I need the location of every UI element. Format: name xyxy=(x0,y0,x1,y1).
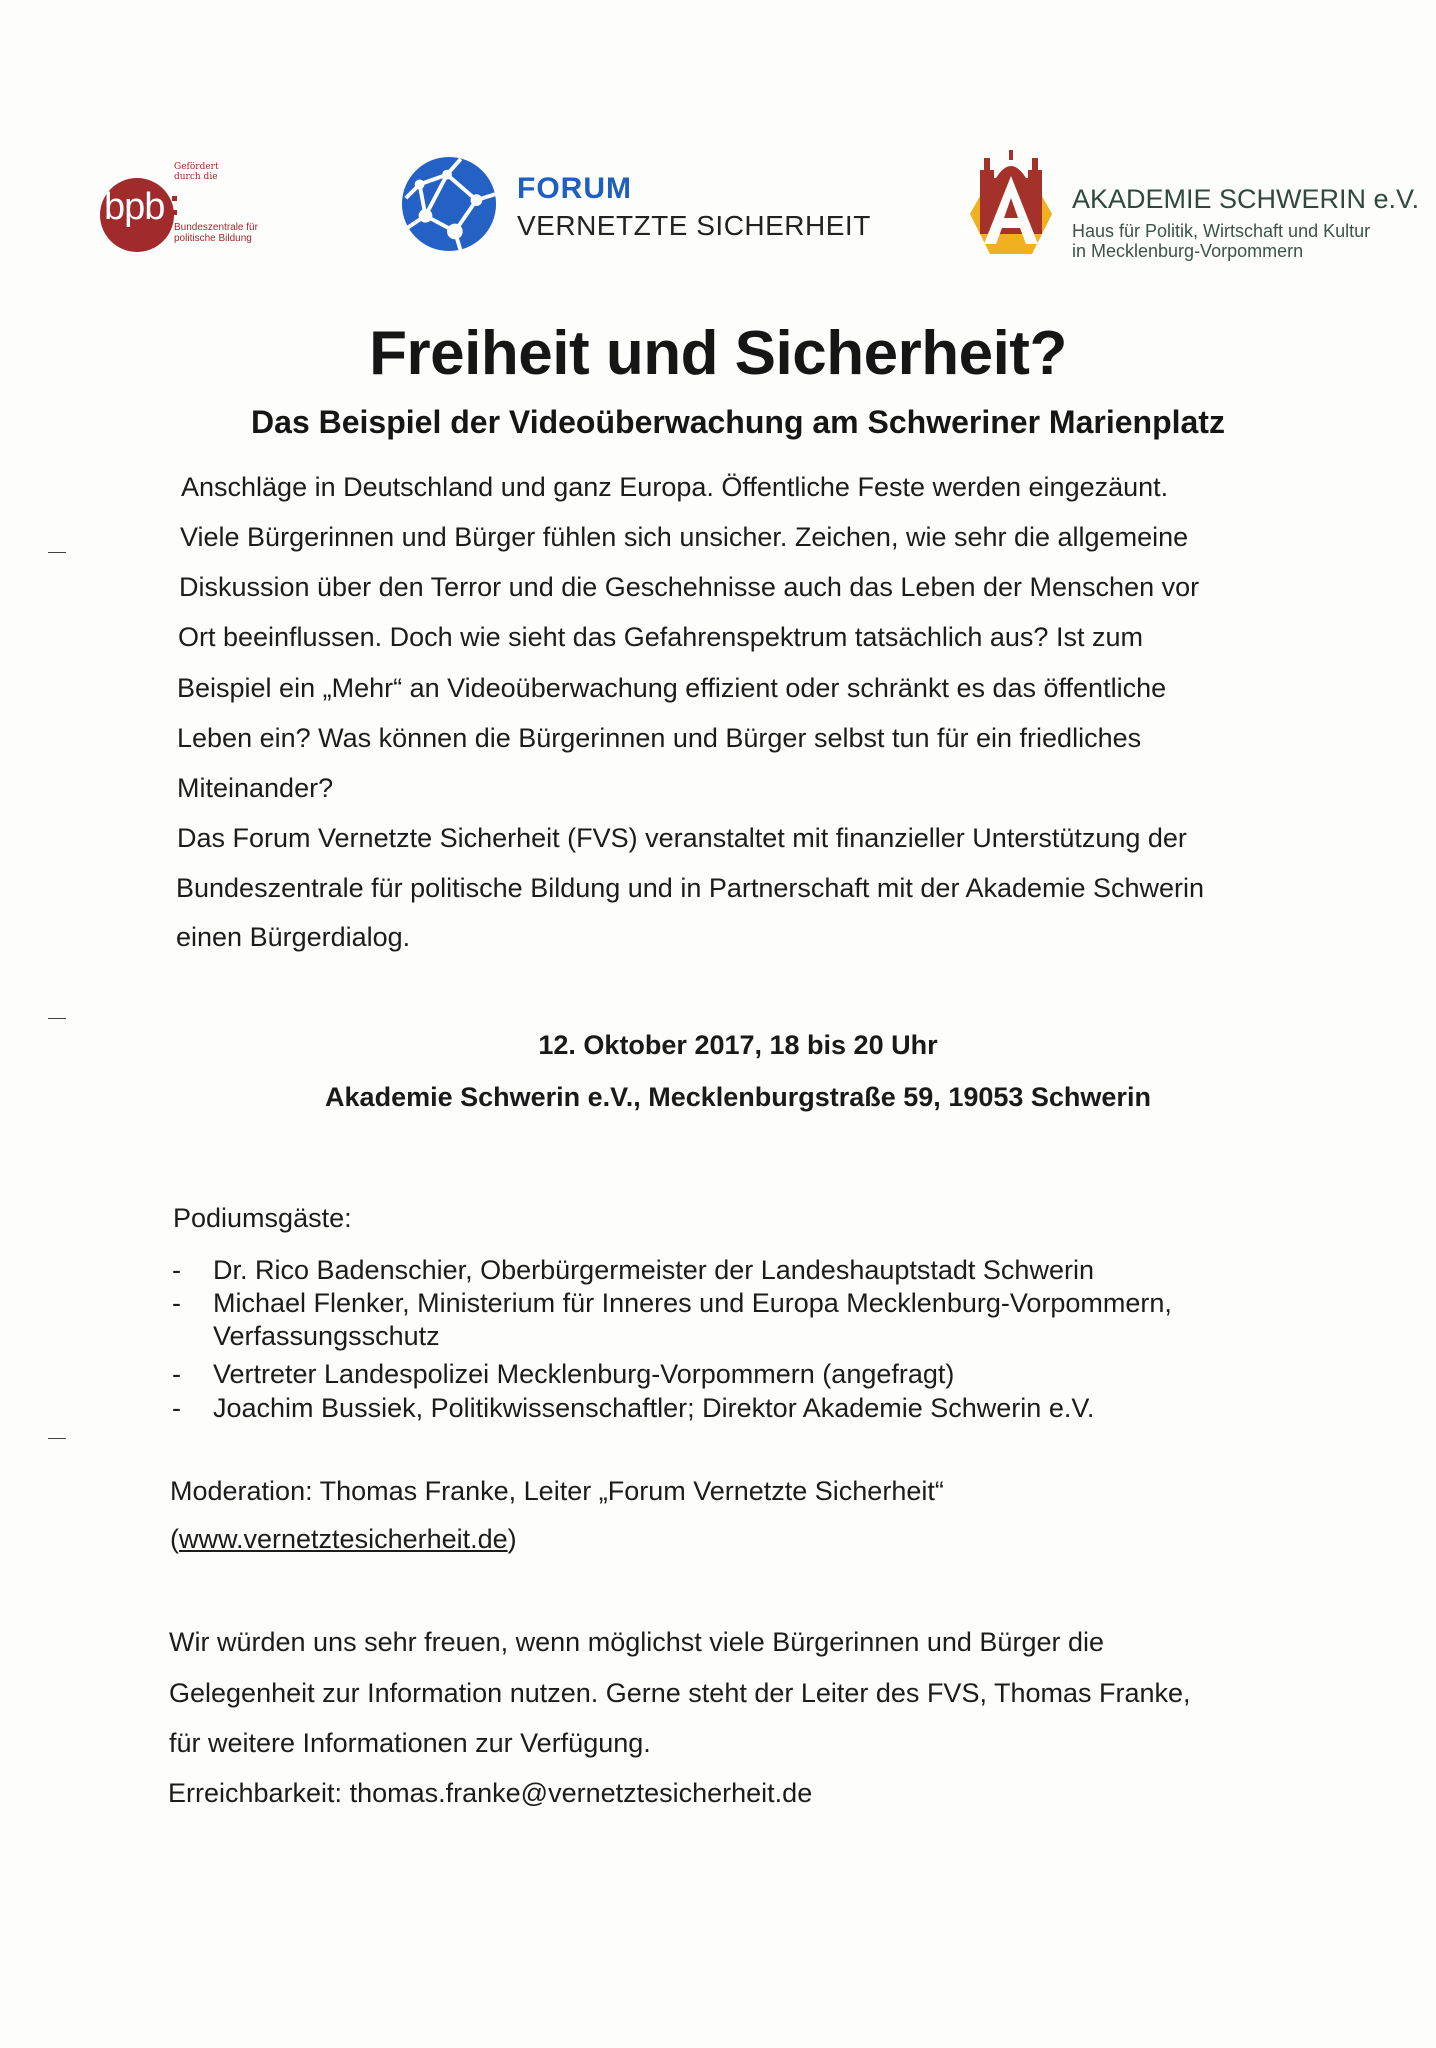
closing-line: für weitere Informationen zur Verfügung. xyxy=(169,1728,651,1758)
intro-line: einen Bürgerdialog. xyxy=(176,922,411,952)
guests-label: Podiumsgäste: xyxy=(173,1203,352,1233)
akademie-subtitle-line-2: in Mecklenburg-Vorpommern xyxy=(1072,241,1304,261)
intro-line: Viele Bürgerinnen und Bürger fühlen sich unsicher. Zeichen, wie sehr die allgemeine xyxy=(180,522,1189,552)
website-link[interactable]: www.vernetztesicherheit.de xyxy=(179,1524,508,1554)
bullet-dash-icon: - xyxy=(172,1288,181,1318)
bullet-dash-icon: - xyxy=(172,1359,181,1389)
margin-fold-mark xyxy=(48,552,66,553)
network-globe-icon xyxy=(400,155,498,253)
margin-fold-mark xyxy=(48,1438,66,1439)
guest-item-continued: Verfassungsschutz xyxy=(213,1321,440,1351)
intro-line: Anschläge in Deutschland und ganz Europa. Öffentliche Feste werden eingezäunt. xyxy=(181,472,1169,502)
guest-item: Dr. Rico Badenschier, Oberbürgermeister der Landeshauptstadt Schwerin xyxy=(213,1255,1094,1285)
paren-close: ) xyxy=(507,1524,517,1554)
intro-line: Ort beeinflussen. Doch wie sieht das Gefahrenspektrum tatsächlich aus? Ist zum xyxy=(178,622,1143,652)
guest-item: Joachim Bussiek, Politikwissenschaftler; Direktor Akademie Schwerin e.V. xyxy=(213,1393,1095,1423)
margin-fold-mark xyxy=(48,1018,66,1019)
forum-logo-title: FORUM xyxy=(517,172,632,205)
bullet-dash-icon: - xyxy=(172,1255,181,1285)
bpb-funded-line-1: Gefördert xyxy=(174,162,219,172)
forum-logo-subtitle: VERNETZTE SICHERHEIT xyxy=(517,210,871,241)
contact-email-link[interactable]: thomas.franke@vernetztesicherheit.de xyxy=(349,1778,813,1808)
contact-line xyxy=(168,1778,812,1809)
contact-label: Erreichbarkeit: xyxy=(168,1778,350,1808)
guest-item: Michael Flenker, Ministerium für Inneres und Europa Mecklenburg-Vorpommern, xyxy=(213,1288,1172,1318)
event-location: Akademie Schwerin e.V., Mecklenburgstraße 59, 19053 Schwerin xyxy=(325,1082,1151,1112)
page-title: Freiheit und Sicherheit? xyxy=(369,319,1067,388)
intro-line: Bundeszentrale für politische Bildung und in Partnerschaft mit der Akademie Schwerin xyxy=(176,873,1205,903)
moderation-line: Moderation: Thomas Franke, Leiter „Forum Vernetzte Sicherheit“ xyxy=(170,1476,944,1506)
intro-line: Miteinander? xyxy=(177,773,334,803)
intro-line: Leben ein? Was können die Bürgerinnen und Bürger selbst tun für ein friedliches xyxy=(177,723,1142,753)
moderation-website xyxy=(170,1524,517,1555)
bpb-name xyxy=(174,222,258,244)
intro-line: Beispiel ein „Mehr“ an Videoüberwachung effizient oder schränkt es das öffentliche xyxy=(177,673,1167,703)
guest-item: Vertreter Landespolizei Mecklenburg-Vorpommern (angefragt) xyxy=(213,1359,955,1389)
akademie-logo-subtitle xyxy=(1072,221,1370,261)
page-subtitle: Das Beispiel der Videoüberwachung am Schweriner Marienplatz xyxy=(251,404,1225,440)
closing-line: Wir würden uns sehr freuen, wenn möglichst viele Bürgerinnen und Bürger die xyxy=(169,1627,1104,1657)
akademie-castle-icon xyxy=(968,148,1054,258)
intro-line: Das Forum Vernetzte Sicherheit (FVS) veranstaltet mit finanzieller Unterstützung der xyxy=(177,823,1187,853)
bpb-name-line-1: Bundeszentrale für xyxy=(174,222,258,233)
bpb-funded-line-2: durch die xyxy=(174,172,218,182)
intro-line: Diskussion über den Terror und die Geschehnisse auch das Leben der Menschen vor xyxy=(179,572,1200,602)
event-date-time: 12. Oktober 2017, 18 bis 20 Uhr xyxy=(538,1030,938,1060)
paren-open: ( xyxy=(170,1524,179,1554)
bpb-letters: bpb xyxy=(104,186,165,228)
closing-line: Gelegenheit zur Information nutzen. Gerne steht der Leiter des FVS, Thomas Franke, xyxy=(169,1678,1191,1708)
akademie-subtitle-line-1: Haus für Politik, Wirtschaft und Kultur xyxy=(1072,221,1371,241)
bpb-name-line-2: politische Bildung xyxy=(174,233,252,244)
akademie-logo-title: AKADEMIE SCHWERIN e.V. xyxy=(1072,184,1420,214)
bpb-funded-by xyxy=(174,162,219,182)
bullet-dash-icon: - xyxy=(172,1393,181,1423)
